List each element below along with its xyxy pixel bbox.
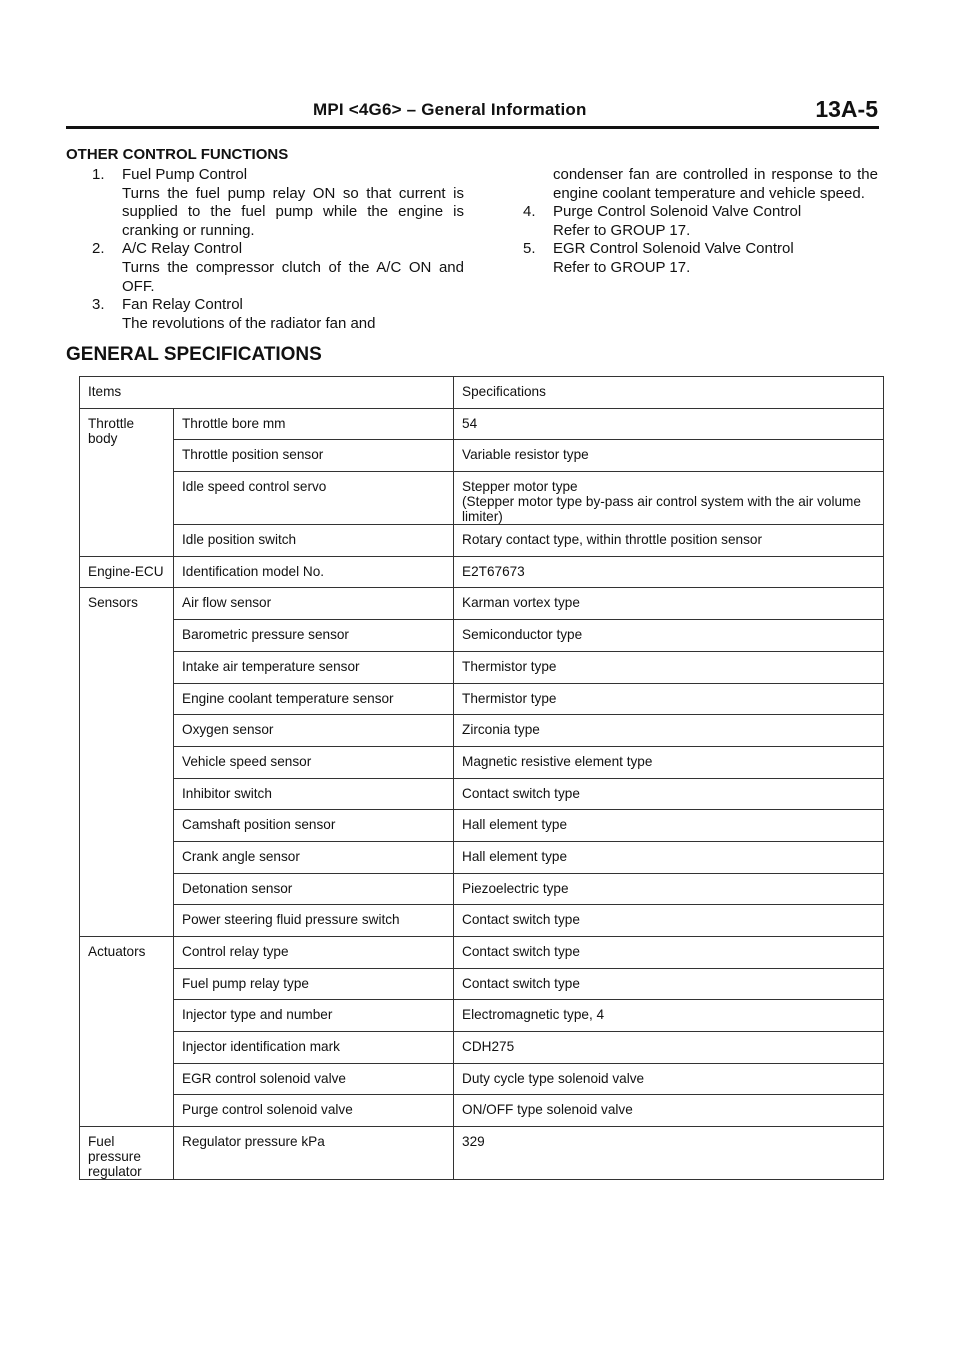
table-row bbox=[80, 651, 884, 683]
category-cell: Engine-ECU bbox=[80, 556, 174, 588]
function-description: Refer to GROUP 17. bbox=[553, 221, 691, 239]
spec-cell bbox=[454, 525, 884, 557]
table-row bbox=[80, 440, 884, 472]
spec-value: Magnetic resistive element type bbox=[462, 753, 653, 769]
function-item bbox=[92, 240, 464, 296]
item-cell: Control relay type bbox=[174, 937, 454, 969]
function-number: 1. bbox=[92, 166, 105, 183]
item-cell: Purge control solenoid valve bbox=[174, 1095, 454, 1127]
spec-value: Rotary contact type, within throttle position sensor bbox=[462, 532, 762, 548]
spec-value: CDH275 bbox=[462, 1039, 515, 1055]
item-cell: Identification model No. bbox=[174, 556, 454, 588]
spec-cell bbox=[454, 1000, 884, 1032]
item-cell: Intake air temperature sensor bbox=[174, 651, 454, 683]
table-row bbox=[80, 472, 884, 525]
functions-right-column bbox=[523, 166, 878, 278]
spec-value: Zirconia type bbox=[462, 722, 540, 738]
item-cell: Throttle position sensor bbox=[174, 440, 454, 472]
item-cell: Inhibitor switch bbox=[174, 778, 454, 810]
item-cell: Crank angle sensor bbox=[174, 841, 454, 873]
item-cell: Idle speed control servo bbox=[174, 472, 454, 525]
table-row bbox=[80, 746, 884, 778]
function-item bbox=[523, 203, 878, 240]
function-description: Turns the compressor clutch of the A/C ON and OFF. bbox=[122, 258, 464, 295]
spec-cell bbox=[454, 778, 884, 810]
table-row bbox=[80, 715, 884, 747]
spec-cell bbox=[454, 841, 884, 873]
other-control-functions-heading: OTHER CONTROL FUNCTIONS bbox=[66, 146, 289, 163]
table-row bbox=[80, 841, 884, 873]
function-title: Fuel Pump Control bbox=[122, 166, 248, 183]
function-item-continued bbox=[523, 166, 878, 203]
specifications-table bbox=[79, 376, 884, 1180]
spec-value: Thermistor type bbox=[462, 658, 557, 674]
spec-cell bbox=[454, 1127, 884, 1180]
table-row bbox=[80, 810, 884, 842]
items-column-header: Items bbox=[80, 377, 454, 409]
item-cell: Camshaft position sensor bbox=[174, 810, 454, 842]
function-number: 4. bbox=[523, 203, 536, 221]
spec-cell bbox=[454, 556, 884, 588]
spec-cell bbox=[454, 715, 884, 747]
spec-cell bbox=[454, 746, 884, 778]
spec-cell bbox=[454, 588, 884, 620]
spec-cell bbox=[454, 1032, 884, 1064]
spec-value: Variable resistor type bbox=[462, 447, 589, 463]
spec-cell bbox=[454, 620, 884, 652]
item-cell: Vehicle speed sensor bbox=[174, 746, 454, 778]
item-cell: Power steering fluid pressure switch bbox=[174, 905, 454, 937]
header-rule bbox=[66, 126, 879, 129]
spec-value: Piezoelectric type bbox=[462, 880, 569, 896]
item-cell: Injector identification mark bbox=[174, 1032, 454, 1064]
item-cell: EGR control solenoid valve bbox=[174, 1063, 454, 1095]
function-description: Turns the fuel pump relay ON so that current is supplied to the fuel pump while the engine is cranking or running. bbox=[122, 184, 464, 239]
spec-cell bbox=[454, 905, 884, 937]
table-row bbox=[80, 620, 884, 652]
function-title: Purge Control Solenoid Valve Control bbox=[553, 203, 802, 221]
spec-value: Semiconductor type bbox=[462, 627, 583, 643]
function-number: 2. bbox=[92, 240, 105, 258]
table-row bbox=[80, 408, 884, 440]
item-cell: Idle position switch bbox=[174, 525, 454, 557]
table-header-row bbox=[80, 377, 884, 409]
spec-cell bbox=[454, 683, 884, 715]
spec-value: Hall element type bbox=[462, 848, 568, 864]
category-cell: Actuators bbox=[80, 937, 174, 1127]
spec-cell bbox=[454, 651, 884, 683]
page-header bbox=[66, 96, 878, 128]
spec-value: Karman vortex type bbox=[462, 595, 580, 611]
specifications-column-header: Specifications bbox=[454, 377, 884, 409]
function-title: EGR Control Solenoid Valve Control bbox=[553, 240, 794, 258]
general-specifications-heading: GENERAL SPECIFICATIONS bbox=[66, 344, 322, 365]
item-cell: Regulator pressure kPa bbox=[174, 1127, 454, 1180]
item-cell: Injector type and number bbox=[174, 1000, 454, 1032]
function-description: Refer to GROUP 17. bbox=[553, 258, 691, 276]
spec-cell bbox=[454, 440, 884, 472]
table-row bbox=[80, 1000, 884, 1032]
item-cell: Barometric pressure sensor bbox=[174, 620, 454, 652]
function-description: condenser fan are controlled in response to the engine coolant temperature and vehicle speed. bbox=[553, 166, 878, 202]
spec-cell bbox=[454, 810, 884, 842]
function-number: 3. bbox=[92, 296, 105, 314]
category-cell: Sensors bbox=[80, 588, 174, 937]
spec-value: 329 bbox=[462, 1134, 485, 1150]
function-title: Fan Relay Control bbox=[122, 296, 243, 314]
spec-cell bbox=[454, 937, 884, 969]
category-cell: Fuel pressure regulator bbox=[80, 1127, 174, 1180]
item-cell: Throttle bore mm bbox=[174, 408, 454, 440]
item-cell: Detonation sensor bbox=[174, 873, 454, 905]
function-title: A/C Relay Control bbox=[122, 240, 243, 258]
spec-cell bbox=[454, 472, 884, 525]
function-item bbox=[523, 240, 878, 277]
spec-value: Stepper motor type bbox=[462, 479, 578, 495]
table-row bbox=[80, 588, 884, 620]
spec-value: Contact switch type bbox=[462, 944, 580, 959]
spec-note: (Stepper motor type by-pass air control system with the air volume limiter) bbox=[462, 494, 861, 525]
spec-value: Thermistor type bbox=[462, 690, 557, 706]
spec-value: Electromagnetic type, 4 bbox=[462, 1007, 605, 1023]
function-item bbox=[92, 296, 464, 333]
spec-value: E2T67673 bbox=[462, 563, 525, 579]
table-row bbox=[80, 1063, 884, 1095]
table-row bbox=[80, 1127, 884, 1180]
item-cell: Oxygen sensor bbox=[174, 715, 454, 747]
table-row bbox=[80, 1095, 884, 1127]
table-row bbox=[80, 778, 884, 810]
spec-cell bbox=[454, 873, 884, 905]
page-title: MPI <4G6> – General Information bbox=[313, 100, 587, 119]
spec-cell bbox=[454, 1095, 884, 1127]
item-cell: Fuel pump relay type bbox=[174, 968, 454, 1000]
spec-value: ON/OFF type solenoid valve bbox=[462, 1102, 633, 1118]
table-row bbox=[80, 525, 884, 557]
category-cell: Throttle body bbox=[80, 408, 174, 556]
table-row bbox=[80, 683, 884, 715]
table-row bbox=[80, 1032, 884, 1064]
table-row bbox=[80, 968, 884, 1000]
spec-value: Contact switch type bbox=[462, 785, 580, 801]
page-number: 13A-5 bbox=[815, 96, 878, 122]
function-number: 5. bbox=[523, 240, 536, 258]
spec-cell bbox=[454, 1063, 884, 1095]
spec-value: Duty cycle type solenoid valve bbox=[462, 1070, 645, 1086]
spec-value: Hall element type bbox=[462, 817, 568, 833]
spec-cell bbox=[454, 968, 884, 1000]
spec-value: 54 bbox=[462, 415, 478, 431]
table-row bbox=[80, 873, 884, 905]
table-row bbox=[80, 905, 884, 937]
function-item bbox=[92, 166, 464, 240]
item-cell: Engine coolant temperature sensor bbox=[174, 683, 454, 715]
spec-value: Contact switch type bbox=[462, 975, 580, 991]
function-description: The revolutions of the radiator fan and bbox=[122, 314, 376, 332]
table-row bbox=[80, 937, 884, 969]
functions-left-column bbox=[92, 166, 464, 333]
spec-cell bbox=[454, 408, 884, 440]
table-row bbox=[80, 556, 884, 588]
spec-value: Contact switch type bbox=[462, 912, 580, 928]
item-cell: Air flow sensor bbox=[174, 588, 454, 620]
